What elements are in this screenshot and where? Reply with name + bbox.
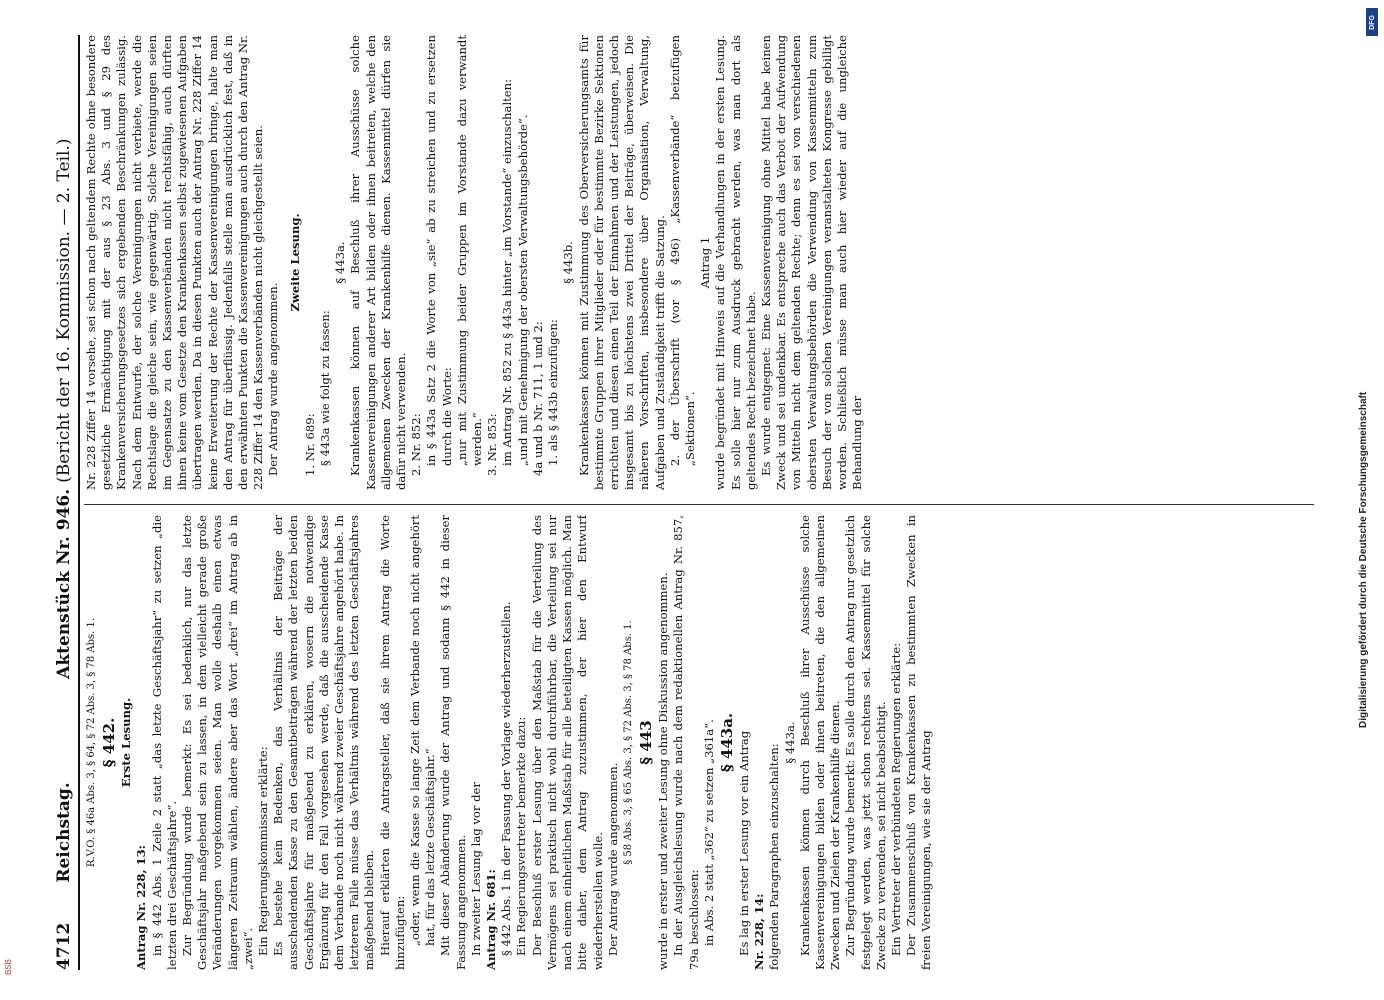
- paragraph: Antrag 1: [698, 236, 713, 289]
- paragraph: in § 443a Satz 2 die Worte von „sie“ ab zu streichen und zu ersetzen durch die Worte:: [424, 35, 454, 466]
- dfg-logo: DFG: [1366, 8, 1378, 36]
- paragraph: „oder, wenn die Kasse so lange Zeit dem Verbande noch nicht angehört hat, für das letzte Geschäftsjahr.“: [408, 515, 438, 946]
- paragraph: § 443a.: [717, 712, 736, 773]
- paragraph: in Abs. 2 statt „362“ zu setzen „361a“.: [701, 719, 716, 946]
- paragraph: § 443a.: [782, 721, 797, 764]
- paragraph: § 443: [637, 720, 656, 765]
- header-left: Reichstag.: [54, 782, 74, 883]
- document-title: Aktenstück Nr. 946.: [54, 488, 74, 679]
- digitization-note-text: Digitalisierung gefördert durch die Deutsche Forschungsgemeinschaft: [1358, 391, 1369, 728]
- paragraph: § 442 Abs. 1 in der Fassung der Vorlage wiederherzustellen.: [499, 601, 514, 956]
- paragraph: 2. Nr. 852:: [409, 413, 424, 476]
- paragraph: Antrag Nr. 228, 13:: [134, 845, 149, 970]
- paragraph: Mit dieser Abänderung wurde der Antrag und sodann § 442 in dieser Fassung angenommen.: [438, 515, 468, 970]
- digitization-note: [1358, 8, 1378, 728]
- column-divider: [84, 504, 1314, 505]
- paragraph: folgenden Paragraphen einzuschalten:: [767, 743, 782, 970]
- paragraph: Nr. 228, 14:: [752, 893, 767, 970]
- page-number: 4712: [54, 922, 74, 970]
- paragraph: 1. Nr. 689:: [302, 413, 317, 476]
- paragraph: In der Ausgleichslesung wurde nach dem redaktionellen Antrag Nr. 857, 79a beschlossen:: [671, 515, 701, 970]
- paragraph: § 442.: [100, 717, 119, 768]
- paragraph: Es lag in erster Lesung vor ein Antrag: [736, 730, 751, 956]
- paragraph: § 443b.: [561, 241, 576, 284]
- paragraph: In zweiter Lesung lag vor der: [468, 782, 483, 956]
- paragraph: Der Antrag wurde angenommen.: [266, 282, 281, 476]
- header-middle: [54, 35, 74, 782]
- paragraph: Hierauf erklärten die Antragsteller, daß sie ihrem Antrag die Worte hinzufügten:: [377, 515, 407, 970]
- paragraph: Der Zusammenschluß von Krankenkassen zu bestimmten Zwecken in freien Vereinigungen, wie sie der Antrag: [904, 515, 934, 970]
- paragraph: Ein Vertreter der verbündeten Regierungen erklärte:: [888, 642, 903, 956]
- paragraph: Antrag Nr. 681:: [484, 869, 499, 970]
- paragraph: Es wurde entgegnet: Eine Kassenvereinigung ohne Mittel habe keinen Zweck und sei undenkbar. Es entspreche auch das Verbot der Aufwendung von Mitteln nicht dem geltenden Rechte; denn es sei von verschiedenen obersten Verwaltungsbehörden die Verwendung von Kassenmitteln zum Besuch der von solchen Vereinigungen veranstalteten Kongresse gebilligt worden. Schließlich müsse man auch hier wieder auf die ungleiche Behandlung der: [758, 35, 865, 490]
- paragraph: § 443a.: [333, 241, 348, 284]
- paragraph: Zur Begründung wurde bemerkt: Es solle durch den Antrag nur gesetzlich festgelegt werden, was jetzt schon rechtens sei. Kassenmittel für solche Zwecke zu verwenden, sei nicht beabsichtigt.: [843, 515, 888, 970]
- paragraph: wurde begründet mit Hinweis auf die Verhandlungen in der ersten Lesung. Es solle hier nur zum Ausdruck gebracht werden, was man dort als geltendes Recht bezeichnet habe.: [713, 35, 758, 490]
- paragraph: „nur mit Zustimmung beider Gruppen im Vorstande dazu verwandt werden.“: [454, 35, 485, 466]
- paragraph: wurde in erster und zweiter Lesung ohne Diskussion angenommen.: [656, 572, 671, 970]
- paragraph: 3. Nr. 853:: [485, 413, 500, 476]
- paragraph: Erste Lesung.: [119, 697, 134, 788]
- document-page: [40, 0, 1360, 1000]
- paragraph: in § 442 Abs. 1 Zeile 2 statt „das letzte Geschäftsjahr“ zu setzen „die letzten drei Geschäftsjahre“.: [149, 515, 179, 970]
- paragraph: Krankenkassen können durch Beschluß ihrer Ausschüsse solche Kassenvereinigungen bilden oder ihnen beitreten, die den allgemeinen Zwecken und Zielen der Krankenhilfe dienen.: [797, 515, 843, 970]
- paragraph: Es bestehe kein Bedenken, das Verhältnis der Beiträge der ausscheidenden Kasse zu den Gesamtbeiträgen während der letzten beiden Geschäftsjahre für maßgebend zu erklären, wosern die notwendige Ergänzung für den Fall vorgesehen werde, daß die ausscheidende Kasse dem Verbande noch nicht während zweier Geschäftsjahre angehört habe. In letzterem Falle müsse das Verhältnis während des letzten Geschäftsjahres maßgebend bleiben.: [271, 515, 377, 970]
- paragraph: Krankenkassen können auf Beschluß ihrer Ausschüsse solche Kassenvereinigungen anderer Art bilden oder ihnen beitreten, welche den allgemeinen Zwecken der Krankenhilfe dienen. Kassenmittel dürfen sie dafür nicht verwenden.: [348, 35, 409, 490]
- paragraph: Der Antrag wurde angenommen.: [605, 762, 620, 956]
- paragraph: R.V.O. § 46a Abs. 3, § 64, § 72 Abs. 3, § 78 Abs. 1.: [86, 617, 97, 868]
- paragraph: „und mit Genehmigung der obersten Verwaltungsbehörde“.: [515, 114, 530, 466]
- paragraph: 4a und b Nr. 711, 1 und 2:: [530, 321, 545, 476]
- paragraph: § 443a wie folgt zu fassen:: [318, 310, 333, 466]
- paragraph: Der Beschluß erster Lesung über den Maßstab für die Verteilung des Vermögens sei praktisch nicht wohl durchführbar, die Verteilung sei nur nach einem einheitlichen Maßstab für alle beteiligten Kassen möglich. Man bitte daher, dem Antrag zuzustimmen, der hier den Entwurf wiederherstellen wolle.: [529, 515, 605, 970]
- paragraph: 2. der Überschrift (vor § 496) „Kassenverbände“ beizufügen „Sektionen“.: [667, 35, 697, 466]
- library-stamp: BSB: [4, 958, 13, 975]
- paragraph: § 58 Abs. 3, § 65 Abs. 3, § 72 Abs. 3, § 78 Abs. 1.: [622, 620, 634, 865]
- paragraph: Zweite Lesung.: [287, 213, 302, 312]
- paragraph: Krankenkassen können mit Zustimmung des Oberversicherungsamts für bestimmte Gruppen ihrer Mitglieder oder für bestimmte Bezirke Sektionen errichten und diesen einen Teil der Einnahmen und der Leistungen, jedoch insgesamt bis zu höchstens zwei Drittel der Beiträge, überweisen. Die näheren Vorschriften, insbesondere über Organisation, Verwaltung, Aufgaben und Zuständigkeit trifft die Satzung.: [576, 35, 667, 490]
- paragraph: Ein Regierungskommissar erklärte:: [256, 746, 271, 956]
- paragraph: im Antrag Nr. 852 zu § 443a hinter „im Vorstande“ einzuschalten:: [500, 78, 515, 466]
- right-column: [84, 35, 1334, 490]
- paragraph: Zur Begründung wurde bemerkt: Es sei bedenklich, nur das letzte Geschäftsjahr maßgebend sein zu lassen, in dem vielleicht gerade große Veränderungen vorgekommen seien. Man wolle deshalb einen etwas längeren Zeitraum wählen, ändere aber das Wort „drei“ im Antrag ab in „zwei“.: [180, 515, 255, 970]
- paragraph: 1. als § 443b einzufügen:: [546, 319, 561, 466]
- paragraph: Ein Regierungsvertreter bemerkte dazu:: [514, 716, 529, 956]
- paragraph: Nr. 228 Ziffer 14 vorsehe, sei schon nach geltendem Rechte ohne besondere gesetzliche Ermächtigung mit der aus § 23 Abs. 3 und § 29 des Krankenversicherungsgesetzes sich ergebenden Beschränkungen zulässig. Nach dem Entwurfe, der solche Vereinigungen nicht verbiete, werde die Rechtslage die gleiche sein, wie gegenwärtig. Solche Vereinigungen seien im Gegensatze zu den Kassenverbänden nicht rechtsfähig, auch dürften ihnen keine vom Gesetze den Krankenkassen selbst zugewiesenen Aufgaben übertragen werden. Da in diesen Punkten auch der Antrag Nr. 228 Ziffer 14 keine Erweiterung der Rechte der Kassenvereinigungen bringe, halte man den Antrag für überflüssig. Jedenfalls stelle man ausdrücklich fest, daß in den erwähnten Punkten die Kassenvereinigungen auch durch den Antrag Nr. 228 Ziffer 14 den Kassenverbänden nicht gleichgestellt seien.: [84, 35, 266, 490]
- document-subtitle: (Bericht der 16. Kommission. — 2. Teil.): [54, 138, 74, 483]
- left-column: [84, 515, 1334, 970]
- page-header: [40, 35, 80, 970]
